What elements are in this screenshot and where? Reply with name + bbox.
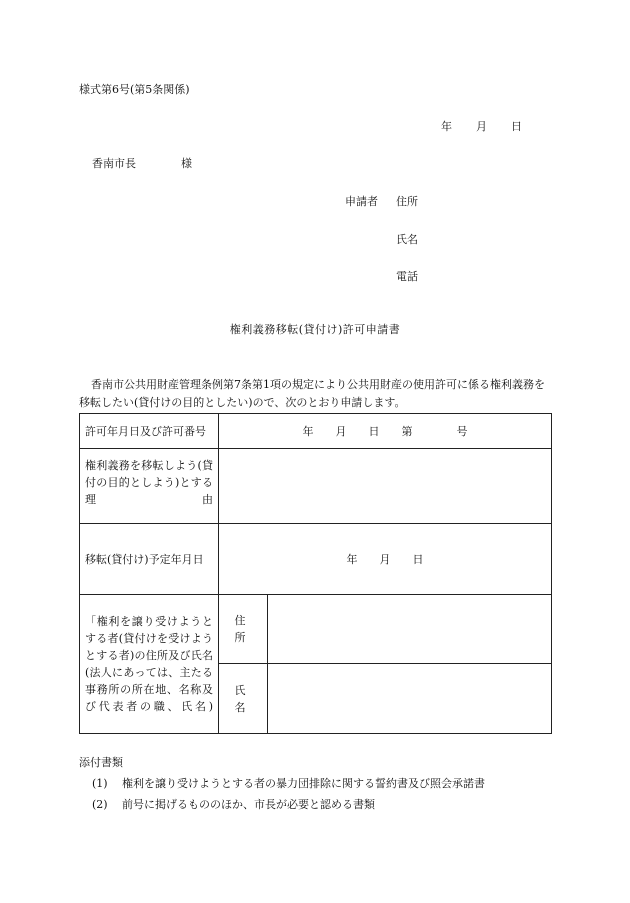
table-row-transferee-address xyxy=(80,595,552,664)
transferee-address-label: 住 所 xyxy=(219,595,268,664)
transfer-date-value[interactable]: 年 月 日 xyxy=(219,524,552,595)
date-line xyxy=(441,118,522,134)
applicant-name-label: 氏名 xyxy=(396,233,418,246)
addressee-name: 香南市長 xyxy=(92,157,136,170)
transfer-date-label: 移転(貸付け)予定年月日 xyxy=(80,524,219,595)
application-table xyxy=(79,413,552,734)
table-row-permit xyxy=(80,414,552,449)
permit-value[interactable]: 年 月 日 第 号 xyxy=(219,414,552,449)
reason-value[interactable] xyxy=(219,449,552,524)
table-row-reason xyxy=(80,449,552,524)
transferee-name-value[interactable] xyxy=(268,664,552,734)
transferee-label: 「権利を譲り受けようとする者(貸付けを受けようとする者)の住所及び氏名(法人にあっては、主たる事務所の所在地、名称及び代表者の職、氏名) xyxy=(80,595,219,734)
reason-label: 権利義務を移転しよう(貸付の目的としよう)とする理由 xyxy=(80,449,219,524)
transferee-address-value[interactable] xyxy=(268,595,552,664)
date-day: 日 xyxy=(511,120,522,133)
applicant-phone-label: 電話 xyxy=(396,270,418,283)
addressee xyxy=(92,155,192,171)
date-month: 月 xyxy=(476,120,487,133)
document-title: 権利義務移転(貸付け)許可申請書 xyxy=(229,323,401,336)
attachment-text: 権利を譲り受けようとする者の暴力団排除に関する誓約書及び照会承諾書 xyxy=(122,777,485,790)
applicant-label: 申請者 xyxy=(345,195,378,208)
addressee-honorific: 様 xyxy=(181,157,192,170)
transferee-name-label: 氏 名 xyxy=(219,664,268,734)
table-row-transfer-date xyxy=(80,524,552,595)
permit-label: 許可年月日及び許可番号 xyxy=(80,414,219,449)
applicant-address-label: 住所 xyxy=(396,195,418,208)
attachment-item xyxy=(92,775,485,791)
attachment-item xyxy=(92,796,375,812)
body-paragraph: 香南市公共用財産管理条例第7条第1項の規定により公共用財産の使用許可に係る権利義務を移転したい(貸付けの目的としたい)ので、次のとおり申請します。 xyxy=(79,378,545,409)
attachments-heading: 添付書類 xyxy=(79,756,123,769)
attachment-num: (1) xyxy=(92,777,108,790)
attachment-num: (2) xyxy=(92,798,108,811)
date-year: 年 xyxy=(441,120,452,133)
form-number: 様式第6号(第5条関係) xyxy=(79,83,190,96)
attachment-text: 前号に掲げるもののほか、市長が必要と認める書類 xyxy=(122,798,375,811)
